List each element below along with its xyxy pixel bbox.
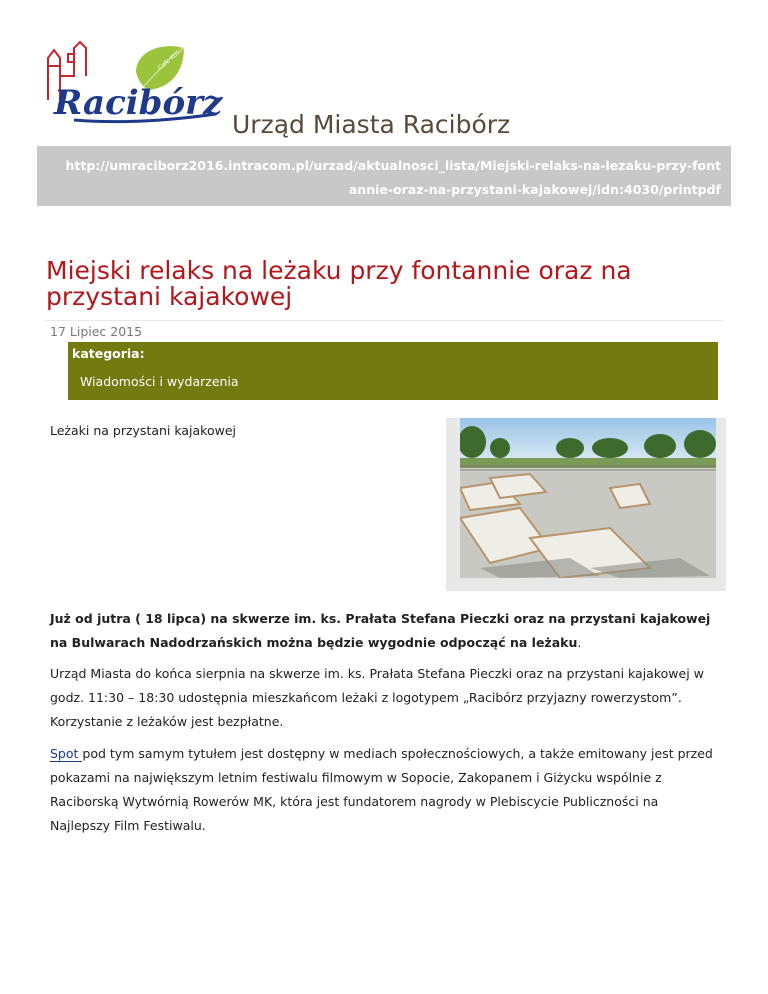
category-label: kategoria: [72, 346, 145, 361]
lead-paragraph [50, 607, 720, 655]
deckchairs-photo [446, 418, 726, 591]
url-line-1: http://umraciborz2016.intracom.pl/urzad/aktualnosci_lista/Miejski-relaks-na-lezaku-przy-font [65, 158, 721, 173]
paragraph-3 [50, 742, 720, 838]
logo-leaf-text: Cafe Kościół [156, 42, 190, 72]
site-title: Urząd Miasta Racibórz [232, 110, 511, 139]
url-bar [37, 146, 731, 206]
spot-link[interactable]: Spot [50, 746, 83, 761]
url-line-2: annie-oraz-na-przystani-kajakowej/idn:4030/printpdf [348, 182, 721, 197]
category-box [68, 342, 718, 400]
raciborz-logo [44, 40, 224, 132]
lead-period: . [577, 635, 582, 650]
title-divider [44, 320, 724, 321]
logo-wordmark: Racibórz [54, 83, 223, 123]
paragraph-3-text: pod tym samym tytułem jest dostępny w mediach społecznościowych, a także emitowany jest przed pokazami na największym letnim festiwalu filmowym w Sopocie, Zakopanem i Giżycku wspólnie z Raciborską Wytwórnią Rowerów MK, która jest fundatorem nagrody w Plebiscycie Publiczności na Najlepszy Film Festiwalu. [50, 746, 713, 833]
article-date: 17 Lipiec 2015 [50, 324, 143, 339]
lead-text: Już od jutra ( 18 lipca) na skwerze im. ks. Prałata Stefana Pieczki oraz na przystani kajakowej na Bulwarach Nadodrzańskich można będzie wygodnie odpocząć na leżaku [50, 611, 711, 650]
category-value: Wiadomości i wydarzenia [80, 374, 239, 389]
image-caption: Leżaki na przystani kajakowej [50, 423, 237, 438]
paragraph-2: Urząd Miasta do końca sierpnia na skwerze im. ks. Prałata Stefana Pieczki oraz na przystani kajakowej w godz. 11:30 – 18:30 udostępnia mieszkańcom leżaki z logotypem „Racibórz przyjazny rowerzystom”. Korzystanie z leżaków jest bezpłatne. [50, 666, 704, 729]
article-title: Miejski relaks na leżaku przy fontannie oraz na przystani kajakowej [46, 256, 632, 311]
